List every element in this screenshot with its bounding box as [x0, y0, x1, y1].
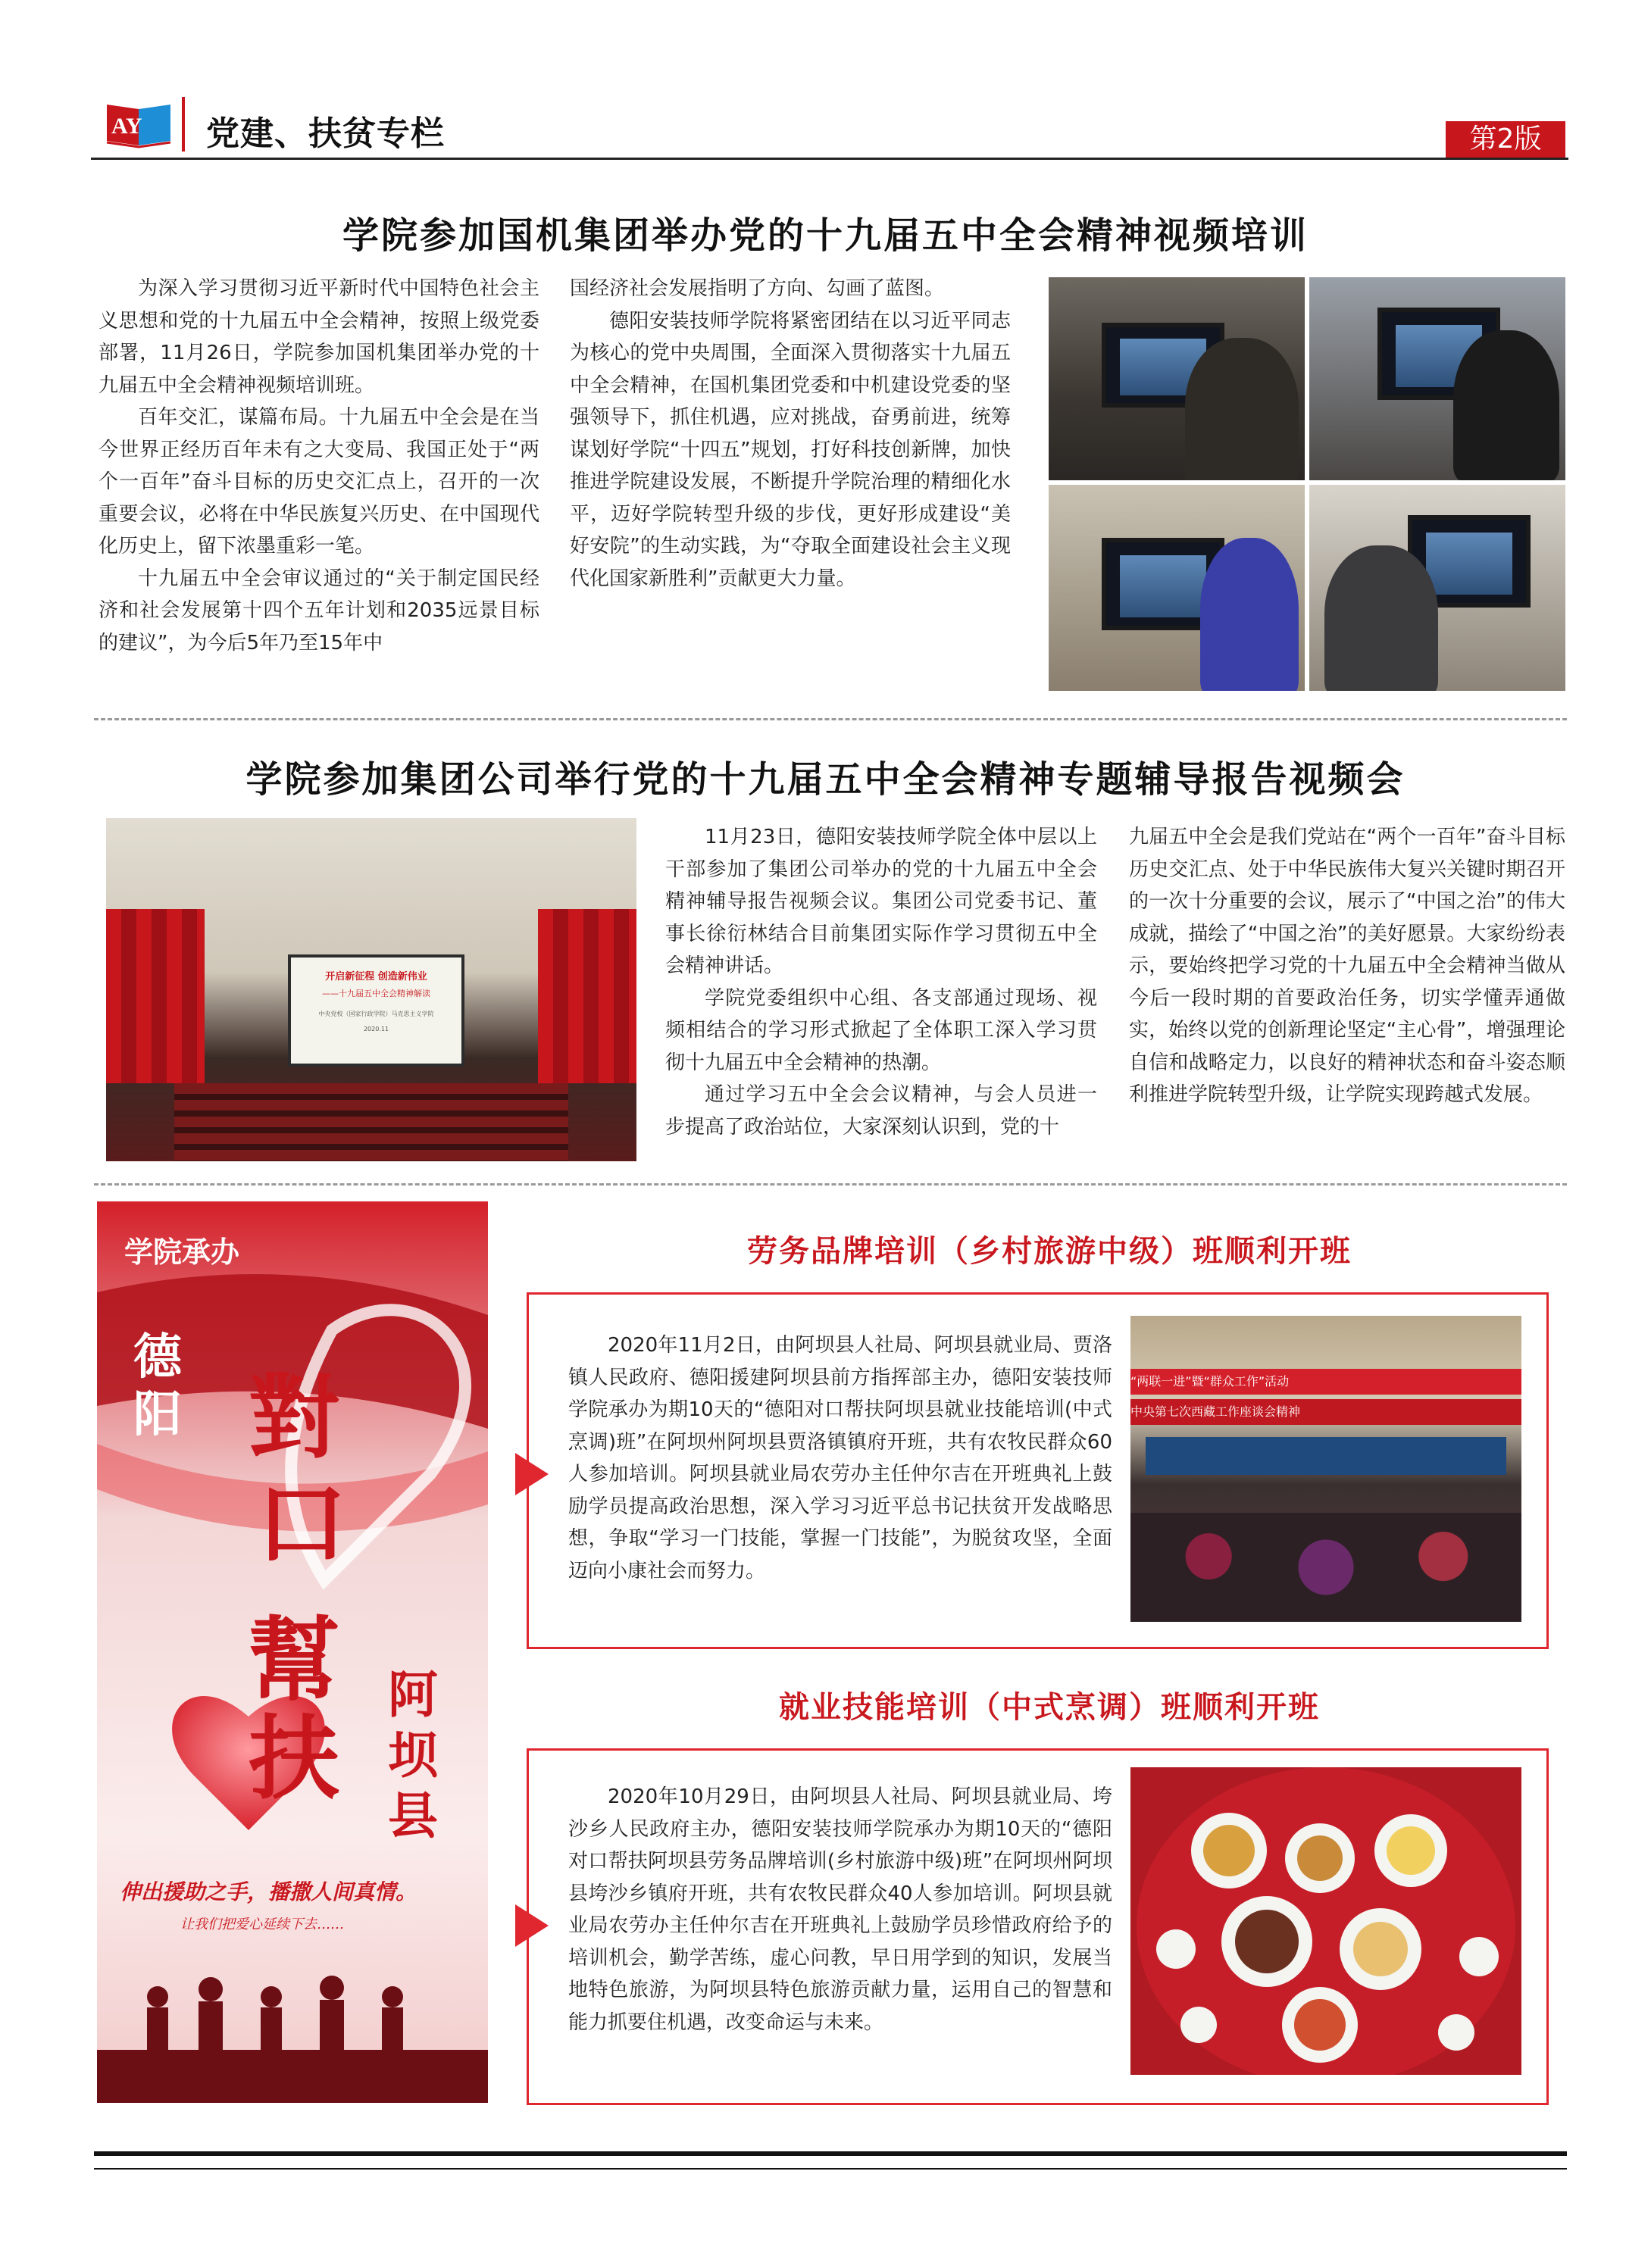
- training-ceremony-photo: [1130, 1316, 1521, 1622]
- article2-paragraph: 学院党委组织中心组、各支部通过现场、视频相结合的学习形式掀起了全体职工深入学习贯彻十九届五中全会精神的热潮。: [665, 986, 1097, 1074]
- article3-title: 劳务品牌培训（乡村旅游中级）班顺利开班: [747, 1234, 1352, 1269]
- article1-paragraph: 德阳安装技师学院将紧密团结在以习近平同志为核心的党中央周围，全面深入贯彻落实十九届五中全会精神，在国机集团党委和中机建设党委的坚强领导下，抓住机遇，应对挑战，奋勇前进，统筹谋划好学院“十四五”规划，打好科技创新牌，加快推进学院建设发展，不断提升学院治理的精细化水平，迈好学院转型升级的步伐，更好形成建设“美好安院”的生动实践，为“夺取全面建设社会主义现代化国家新胜利”贡献更大力量。: [570, 309, 1011, 590]
- slide-date: 2020.11: [363, 1026, 389, 1032]
- article4-box: [527, 1748, 1549, 2105]
- article3-paragraph: 2020年11月2日，由阿坝县人社局、阿坝县就业局、贾洛镇人民政府、德阳援建阿坝县前方指挥部主办，德阳安装技师学院承办为期10天的“德阳对口帮扶阿坝县就业技能培训(中式烹调)班”在阿坝州阿坝县贾洛镇镇府开班，共有农牧民群众60人参加培训。阿坝县就业局农劳办主任仲尔吉在开班典礼上鼓励学员提高政治思想，深入学习习近平总书记扶贫开发战略思想，争取“学习一门技能，掌握一门技能”，为脱贫攻坚，全面迈向小康社会而努力。: [568, 1334, 1112, 1582]
- projector-screen: [288, 954, 464, 1067]
- article1-column-1: [98, 273, 539, 659]
- newspaper-logo: [104, 102, 174, 148]
- training-photo-3: [1049, 485, 1305, 691]
- poverty-alleviation-banner: [97, 1201, 488, 2103]
- article3-body: [568, 1329, 1112, 1587]
- photo-banner: 中央第七次西藏工作座谈会精神: [1130, 1399, 1521, 1425]
- banner-char-fu: 扶: [249, 1705, 339, 1812]
- section-title: 党建、扶贫专栏: [206, 114, 445, 153]
- logo-text: AY: [111, 114, 142, 139]
- article1-paragraph: 十九届五中全会审议通过的“关于制定国民经济和社会发展第十四个五年计划和2035远景目标的建议”，为今后5年乃至15年中: [98, 567, 539, 654]
- banner-char-dui: 對: [249, 1364, 339, 1471]
- banner-char-bang: 幫: [249, 1607, 339, 1713]
- banner-label: 学院承办: [124, 1236, 240, 1269]
- training-photo-1: [1049, 277, 1305, 480]
- article4-paragraph: 2020年10月29日，由阿坝县人社局、阿坝县就业局、垮沙乡人民政府主办，德阳安装技师学院承办为期10天的“德阳对口帮扶阿坝县劳务品牌培训(乡村旅游中级)班”在阿坝州阿坝县垮沙乡镇府开班，共有农牧民群众40人参加培训。阿坝县就业局农劳办主任仲尔吉在开班典礼上鼓励学员珍惜政府给予的培训机会，勤学苦练，虚心问教，早日用学到的知识，发展当地特色旅游，为阿坝县特色旅游贡献力量，运用自己的智慧和能力抓要住机遇，改变命运与未来。: [568, 1785, 1112, 2034]
- article2-title: 学院参加集团公司举行党的十九届五中全会精神专题辅导报告视频会: [245, 758, 1406, 801]
- slide-subtitle: ——十九届五中全会精神解读: [322, 989, 430, 998]
- training-photo-2: [1309, 277, 1565, 480]
- article1-paragraph: 为深入学习贯彻习近平新时代中国特色社会主义思想和党的十九届五中全会精神，按照上级党委部署，11月26日，学院参加国机集团举办党的十九届五中全会精神视频培训班。: [98, 277, 539, 397]
- banner-deyang: 德阳: [133, 1329, 182, 1443]
- article1-title: 学院参加国机集团举办党的十九届五中全会精神视频培训: [342, 214, 1309, 257]
- article3-box: [527, 1292, 1549, 1649]
- footer-rule: [94, 2151, 1567, 2156]
- slide-source: 中央党校（国家行政学院）马克思主义学院: [318, 1011, 434, 1017]
- article2-paragraph: 11月23日，德阳安装技师学院全体中层以上干部参加了集团公司举办的党的十九届五中全会精神辅导报告视频会议。集团公司党委书记、董事长徐衍林结合目前集团实际作学习贯彻五中全会精神讲话。: [665, 826, 1097, 977]
- slide-title: 开启新征程 创造新伟业: [325, 971, 427, 982]
- article2-column-1: [665, 821, 1097, 1143]
- banner-slogan: 伸出援助之手，播撒人间真情。: [120, 1879, 417, 1904]
- header-rule: [91, 158, 1568, 160]
- article2-paragraph: 通过学习五中全会会议精神，与会人员进一步提高了政治站位，大家深刻认识到，党的十: [665, 1083, 1097, 1139]
- article4-title: 就业技能培训（中式烹调）班顺利开班: [779, 1690, 1320, 1725]
- banner-subslogan: 让我们把爱心延续下去……: [180, 1917, 344, 1932]
- banner-aba: 阿坝县: [388, 1666, 438, 1845]
- header-divider: [182, 97, 185, 152]
- training-photo-4: [1309, 485, 1565, 691]
- footer-rule-thin: [94, 2168, 1567, 2170]
- banner-char-kou: 口: [256, 1470, 347, 1577]
- article2-column-2: [1129, 821, 1565, 1111]
- photo-banner: “两联一进”暨“群众工作”活动: [1130, 1369, 1521, 1395]
- video-conference-photo: [106, 818, 636, 1161]
- article1-column-2: [570, 273, 1011, 595]
- section-divider: [94, 718, 1567, 720]
- article2-paragraph: 九届五中全会是我们党站在“两个一百年”奋斗目标历史交汇点、处于中华民族伟大复兴关键时期召开的一次十分重要的会议，展示了“中国之治”的伟大成就，描绘了“中国之治”的美好愿景。大家纷纷表示，要始终把学习党的十九届五中全会精神当做从今后一段时期的首要政治任务，切实学懂弄通做实，始终以党的创新理论坚定“主心骨”，增强理论自信和战略定力，以良好的精神状态和奋斗姿态顺利推进学院转型升级，让学院实现跨越式发展。: [1129, 826, 1565, 1106]
- article1-paragraph: 国经济社会发展指明了方向、勾画了蓝图。: [570, 277, 945, 300]
- article4-body: [568, 1781, 1112, 2038]
- section-divider: [94, 1183, 1567, 1186]
- chinese-dishes-photo: [1130, 1767, 1521, 2075]
- edition-badge: 第2版: [1446, 121, 1565, 158]
- article1-paragraph: 百年交汇，谋篇布局。十九届五中全会是在当今世界正经历百年未有之大变局、我国正处于“两个一百年”奋斗目标的历史交汇点上，召开的一次重要会议，必将在中华民族复兴历史、在中国现代化历史上，留下浓墨重彩一笔。: [98, 406, 539, 558]
